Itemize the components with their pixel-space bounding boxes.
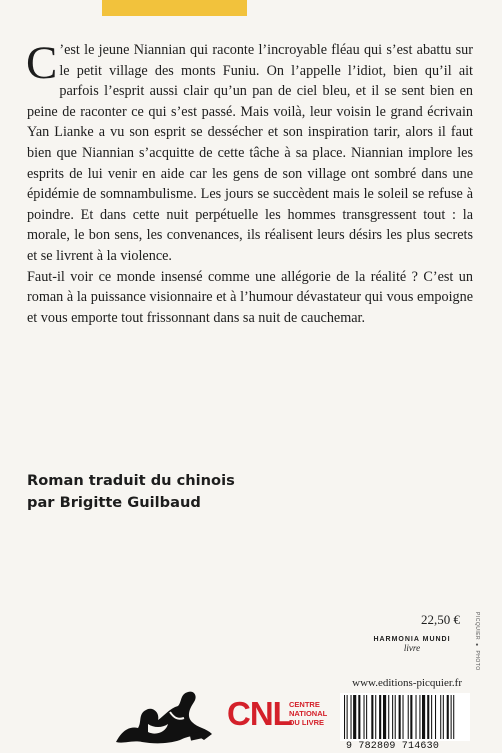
barcode-bar — [451, 695, 452, 739]
translation-line-1: Roman traduit du chinois — [27, 472, 235, 489]
barcode-bar — [427, 695, 429, 739]
distributor-name: HARMONIA MUNDI — [373, 636, 451, 643]
distributor-logo — [360, 635, 464, 653]
cnl-logo: CNL — [227, 695, 292, 732]
cnl-subtitle-line-1: CENTRE — [289, 700, 320, 709]
barcode-bar — [364, 695, 365, 739]
barcode-bar — [419, 695, 420, 739]
barcode-bar — [353, 695, 356, 739]
barcode-bar — [416, 695, 417, 739]
barcode-bar — [435, 695, 436, 739]
barcode-bar — [375, 695, 376, 739]
barcode-bar — [347, 695, 348, 739]
cnl-subtitle-line-2: NATIONAL — [289, 709, 328, 718]
price-label: 22,50 € — [421, 612, 460, 627]
barcode-bar — [440, 695, 441, 739]
calligraphy-figure-icon — [108, 682, 220, 746]
barcode-bar — [431, 695, 432, 739]
barcode-bar — [344, 695, 345, 739]
translation-line-2: par Brigitte Guilbaud — [27, 494, 201, 511]
translation-credit — [27, 470, 235, 514]
barcode-bar — [408, 695, 409, 739]
barcode-bar — [388, 695, 389, 739]
barcode-bar — [399, 695, 401, 739]
publisher-website: www.editions-picquier.fr — [352, 677, 462, 689]
barcode-bar — [443, 695, 444, 739]
barcode-bar — [403, 695, 404, 739]
blurb-paragraph-1-text: ’est le jeune Niannian qui raconte l’incroyable fléau qui s’est abattu sur le petit village des monts Funiu. On l’appelle l’idiot, bien qu’il ait parfois l’esprit aussi clair qu’un pan de ciel bleu, et il se sent bien en peine de raconter ce qui s’est passé. Mais voilà, leur voisin le grand écrivain Yan Lianke a vu son esprit se dessécher et son inspiration tarir, alors il faut bien que Niannian s’acquitte de cette tâche à sa place. Niannian implore les esprits de lui venir en aide car les gens de son village ont sombré dans une épidémie de somnambulisme. Les jours se succèdent mais le soleil se refuse à poindre. Et dans cette nuit perpétuelle les hommes transgressent tout : la morale, le bon sens, les convenances, ils réalisent leurs désirs les plus secrets et se livrent à la violence. — [27, 42, 473, 264]
side-credit: PICQUIER ● PHOTO — [474, 612, 480, 671]
barcode-bar — [447, 695, 449, 739]
barcode-bar — [422, 695, 425, 739]
top-color-band — [102, 0, 247, 16]
barcode-bar — [379, 695, 381, 739]
barcode-bar — [371, 695, 373, 739]
barcode-bar — [366, 695, 367, 739]
blurb-paragraph-1 — [26, 37, 473, 267]
cnl-subtitle-line-3: DU LIVRE — [289, 718, 325, 727]
blurb-paragraph-2: Faut-il voir ce monde insensé comme une allégorie de la réalité ? C’est un roman à la puissance visionnaire et à l’humour dévastateur qui vous empoigne et vous emporte tout frissonnant dans sa nuit de cauchemar. — [27, 268, 473, 326]
cnl-subtitle — [289, 700, 327, 727]
barcode-bar — [453, 695, 454, 739]
back-cover-blurb — [26, 37, 473, 328]
barcode-bar — [358, 695, 360, 739]
isbn-number: 9 782809 714630 — [346, 741, 440, 752]
distributor-sub: livre — [403, 643, 421, 653]
drop-cap: C — [26, 37, 58, 89]
barcode-bar — [395, 695, 396, 739]
barcode-bar — [410, 695, 412, 739]
barcode-bar — [351, 695, 352, 739]
barcode-bar — [383, 695, 386, 739]
isbn-barcode — [340, 693, 470, 741]
barcode-bar — [392, 695, 393, 739]
